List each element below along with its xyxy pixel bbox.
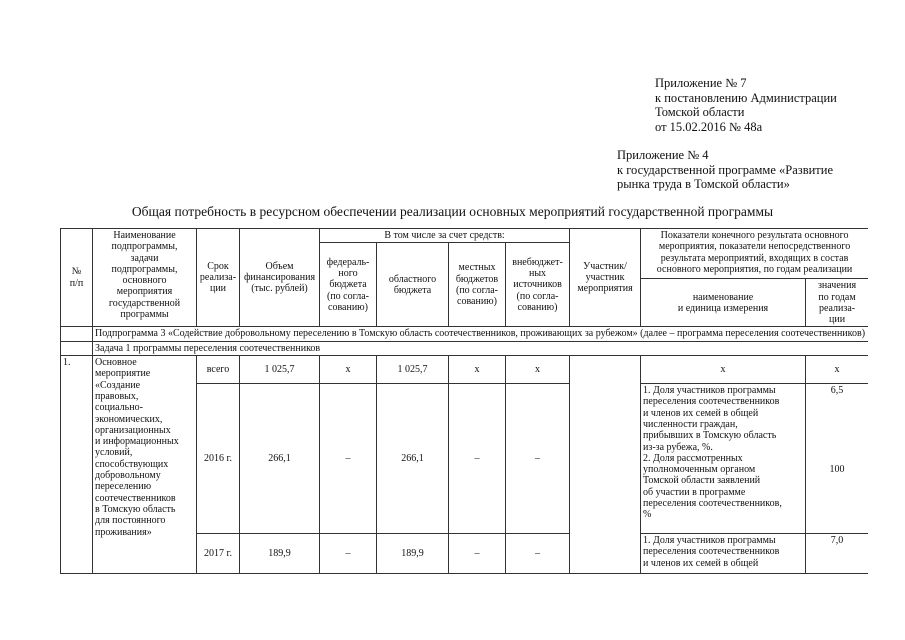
row-2017-indicator-value: 7,0 (806, 534, 868, 574)
item-participant (570, 356, 641, 574)
header-including: В том числе за счет средств: (320, 229, 570, 243)
row-total-indicator-value: х (806, 356, 868, 384)
row-2016-term: 2016 г. (197, 384, 240, 534)
header-indicator-name: наименование и единица измерения (641, 279, 806, 327)
header-indicators: Показатели конечного результата основного мероприятия, показатели непосредственного результата мероприятий, входящих в состав основного мероприятия, по годам реализации (641, 229, 868, 279)
header-offbudget: внебюджет- ных источников (по согла- сованию) (506, 243, 570, 327)
row-total-regional: 1 025,7 (377, 356, 449, 384)
row-2016-regional: 266,1 (377, 384, 449, 534)
header-term: Срок реализа- ции (197, 229, 240, 327)
row-total-offbudget: х (506, 356, 570, 384)
task-num-cell (61, 341, 93, 355)
row-2017-offbudget: – (506, 534, 570, 574)
row-2016-offbudget: – (506, 384, 570, 534)
row-2017-local: – (449, 534, 506, 574)
appendix-7-note: Приложение № 7 к постановлению Администрации Томской области от 15.02.2016 № 48а (655, 76, 837, 134)
row-2017-term: 2017 г. (197, 534, 240, 574)
row-2016-indicator-name: 1. Доля участников программы переселения соотечественников и членов их семей в общей численности граждан, прибывших в Томскую область из-за рубежа, %. 2. Доля рассмотренных уполномоченным органом Томской области заявлений об участии в программе переселения соотечественников, % (641, 384, 806, 534)
header-indicator-value: значения по годам реализа- ции (806, 279, 868, 327)
header-name: Наименование подпрограммы, задачи подпрограммы, основного мероприятия государственной программы (93, 229, 197, 327)
subprogram-row: Подпрограмма 3 «Содействие добровольному переселению в Томскую область соотечественников, проживающих за рубежом» (далее – программа переселения соотечественников) (93, 327, 869, 341)
row-2016-indicator-value: 6,5 100 (806, 384, 868, 534)
row-2017-federal: – (320, 534, 377, 574)
task-row: Задача 1 программы переселения соотечественников (93, 341, 869, 355)
item-num: 1. (61, 356, 93, 574)
row-total-volume: 1 025,7 (240, 356, 320, 384)
header-volume: Объем финансирования (тыс. рублей) (240, 229, 320, 327)
header-federal: федераль- ного бюджета (по согла- сованию) (320, 243, 377, 327)
resource-table-frame (60, 228, 868, 583)
header-local: местных бюджетов (по согла- сованию) (449, 243, 506, 327)
row-total-term: всего (197, 356, 240, 384)
header-num: № п/п (61, 229, 93, 327)
header-regional: областного бюджета (377, 243, 449, 327)
row-total-indicator-name: х (641, 356, 806, 384)
appendix-4-note: Приложение № 4 к государственной программе «Развитие рынка труда в Томской области» (617, 148, 833, 191)
row-2017-volume: 189,9 (240, 534, 320, 574)
row-2017-regional: 189,9 (377, 534, 449, 574)
item-name: Основное мероприятие «Создание правовых, социально- экономических, организационных и информационных условий, способствующих добровольному переселению соотечественников в Томскую область для постоянного проживания» (93, 356, 197, 574)
document-title: Общая потребность в ресурсном обеспечении реализации основных мероприятий государственной программы (131, 204, 774, 219)
row-2017-indicator-name: 1. Доля участников программы переселения соотечественников и членов их семей в общей (641, 534, 806, 574)
row-total-local: х (449, 356, 506, 384)
row-2016-volume: 266,1 (240, 384, 320, 534)
resource-table (60, 228, 868, 574)
subprogram-num-cell (61, 327, 93, 341)
row-2016-federal: – (320, 384, 377, 534)
header-participant: Участник/ участник мероприятия (570, 229, 641, 327)
row-total-federal: х (320, 356, 377, 384)
row-2016-local: – (449, 384, 506, 534)
